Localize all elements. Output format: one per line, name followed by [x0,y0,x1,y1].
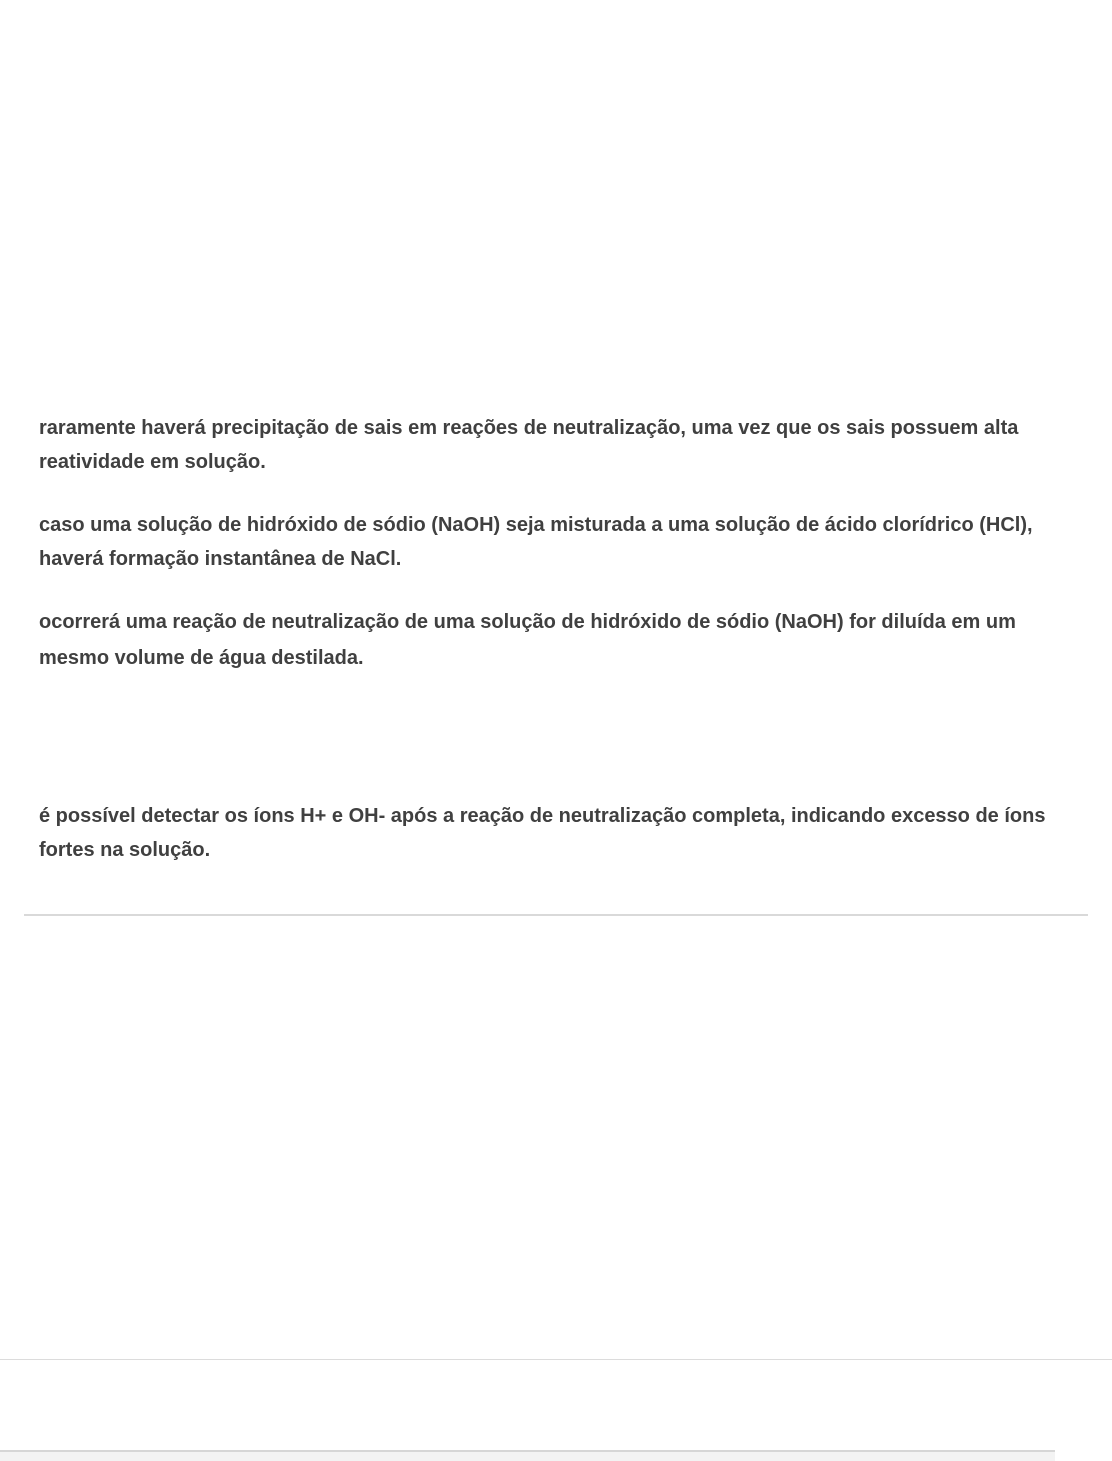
footer-divider [0,1359,1112,1360]
answer-option-4[interactable]: é possível detectar os íons H+ e OH- após a reação de neutralização completa, indicando excesso de íons fortes na solução. [39,805,1046,861]
section-divider [24,914,1088,916]
answer-option-3[interactable]: ocorrerá uma reação de neutralização de uma solução de hidróxido de sódio (NaOH) for diluída em um mesmo volume de água destilada. [39,611,1016,669]
horizontal-scrollbar[interactable] [0,1450,1055,1461]
answer-option-1[interactable]: raramente haverá precipitação de sais em reações de neutralização, uma vez que os sais possuem alta reatividade em solução. [39,417,1019,473]
answer-option-2[interactable]: caso uma solução de hidróxido de sódio (NaOH) seja misturada a uma solução de ácido clorídrico (HCl), haverá formação instantânea de NaCl. [39,514,1033,570]
